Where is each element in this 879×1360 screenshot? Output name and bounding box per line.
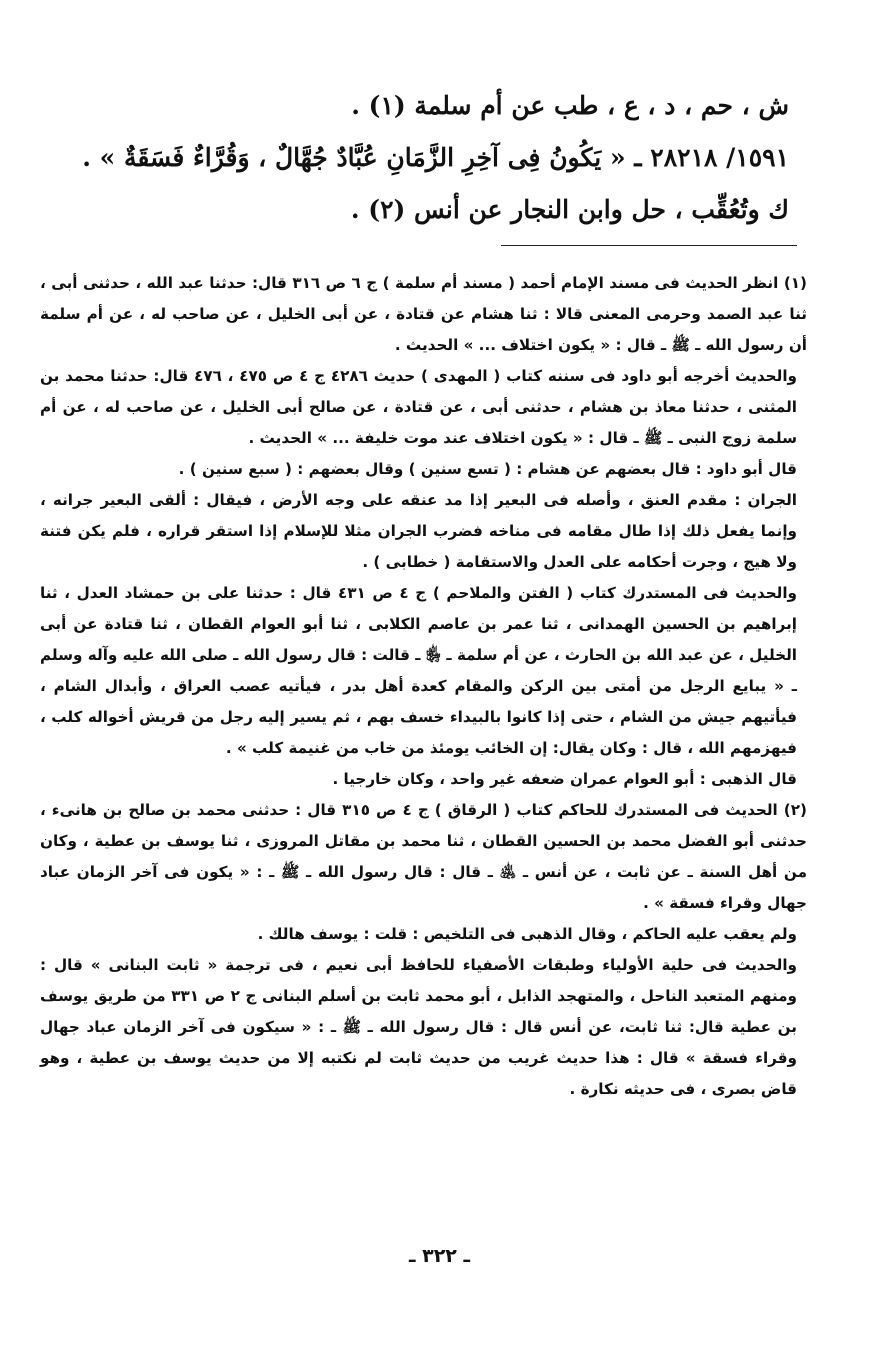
footnote-paragraph: الجران : مقدم العنق ، وأصله فى البعير إذا مد عنقه على وجه الأرض ، فيقال : ألقى البعير جرانه ، وإنما يفعل ذلك إذا طال مقامه فى مناخه فضرب الجران مثلا للإسلام إذا استقر قراره ، فلم يكن فتنة ولا هيج ، وجرت أحكامه على العدل والاستقامة ( خطابى ) . xyxy=(40,491,797,571)
footnote-paragraph: ولم يعقب عليه الحاكم ، وقال الذهبى فى التلخيص : قلت : يوسف هالك . xyxy=(257,925,797,943)
footnote-2-text: الحديث فى المستدرك للحاكم كتاب ( الرقاق ) ج ٤ ص ٣١٥ قال : حدثنى محمد بن صالح بن هانىء ، حدثنى أبو الفضل محمد بن الحسين القطان ، ثنا محمد بن مقاتل المروزى ، ثنا يوسف بن عطية ، وكان من أهل السنة ـ عن ثابت ، عن أنس ـ ﵁ ـ قال : قال رسول الله ـ ﷺ ـ : « يكون فى آخر الزمان عباد جهال وقراء فسقة » . xyxy=(40,801,807,912)
footnote-separator xyxy=(501,245,797,246)
footnote-paragraph: والحديث فى حلية الأولياء وطبقات الأصفياء للحافظ أبى نعيم ، فى ترجمة « ثابت البنانى » قال : ومنهم المتعبد الناحل ، والمتهجد الذابل ، أبو محمد ثابت بن أسلم البنانى ج ٢ ص ٣٣١ من طريق يوسف بن عطية قال: ثنا ثابت، عن أنس قال : قال رسول الله ـ ﷺ ـ : « سيكون فى آخر الزمان عباد جهال وقراء فسقة » قال : هذا حديث غريب من حديث ثابت لم نكتبه إلا من حديث يوسف بن عطية ، وهو قاض بصرى ، فى حديثه نكارة . xyxy=(40,956,797,1098)
source-line: ش ، حم ، د ، ع ، طب عن أم سلمة (١) . xyxy=(351,91,789,120)
page-number: ـ ٣٢٢ ـ xyxy=(408,1245,470,1267)
footnote-paragraph: قال الذهبى : أبو العوام عمران ضعفه غير واحد ، وكان خارجيا . xyxy=(332,770,797,788)
footnote-1-number: (١) xyxy=(783,274,807,292)
footnote-1-text: انظر الحديث فى مسند الإمام أحمد ( مسند أم سلمة ) ج ٦ ص ٣١٦ قال: حدثنا عبد الله ، حدثنى أبى ، ثنا عبد الصمد وحرمى المعنى قالا : ثنا هشام عن قتادة ، عن أبى الخليل ، عن صاحب له ، عن أم سلمة أن رسول الله ـ ﷺ ـ قال : « يكون اختلاف ... » الحديث . xyxy=(40,274,807,354)
main-text xyxy=(80,80,789,236)
footnote-paragraph: والحديث فى المستدرك كتاب ( الفتن والملاحم ) ج ٤ ص ٤٣١ قال : حدثنا على بن حمشاد العدل ، ثنا إبراهيم بن الحسين الهمدانى ، ثنا عمر بن عاصم الكلابى ، ثنا أبو العوام القطان ، ثنا قتادة عن أبى الخليل ، عن عبد الله بن الحارث ، عن أم سلمة ـ ﵂ ـ قالت : قال رسول الله ـ صلى الله عليه وآله وسلم ـ « يبايع الرجل من أمتى بين الركن والمقام كعدة أهل بدر ، فيأتيه عصب العراق ، وأبدال الشام ، فيأتيهم جيش من الشام ، حتى إذا كانوا بالبيداء خسف بهم ، ثم يسير إليه رجل من قريش أخواله كلب ، فيهزمهم الله ، قال : وكان يقال: إن الخائب يومئذ من خاب من غنيمة كلب » . xyxy=(40,584,797,757)
footnote-2 xyxy=(40,795,807,919)
footnote-2-number: (٢) xyxy=(783,801,807,819)
hadith-line: ١٥٩١/ ٢٨٢١٨ ـ « يَكُونُ فِى آخِرِ الزَّمَانِ عُبَّادٌ جُهَّالٌ ، وَقُرَّاءٌ فَسَقَةٌ » . xyxy=(82,143,789,172)
footnote-paragraph: قال أبو داود : قال بعضهم عن هشام : ( تسع سنين ) وقال بعضهم : ( سبع سنين ) . xyxy=(178,460,797,478)
footnote-1 xyxy=(40,268,807,361)
footnotes xyxy=(40,268,807,1105)
footnote-paragraph: والحديث أخرجه أبو داود فى سننه كتاب ( المهدى ) حديث ٤٢٨٦ ج ٤ ص ٤٧٥ ، ٤٧٦ قال: حدثنا محمد بن المثنى ، حدثنا معاذ بن هشام ، حدثنى أبى ، عن قتادة ، عن صالح أبى الخليل ، عن صاحب له ، عن أم سلمة زوج النبى ـ ﷺ ـ قال : « يكون اختلاف عند موت خليفة ... » الحديث . xyxy=(40,367,797,447)
attribution-line: ك وتُعُقِّب ، حل وابن النجار عن أنس (٢) . xyxy=(350,195,789,224)
